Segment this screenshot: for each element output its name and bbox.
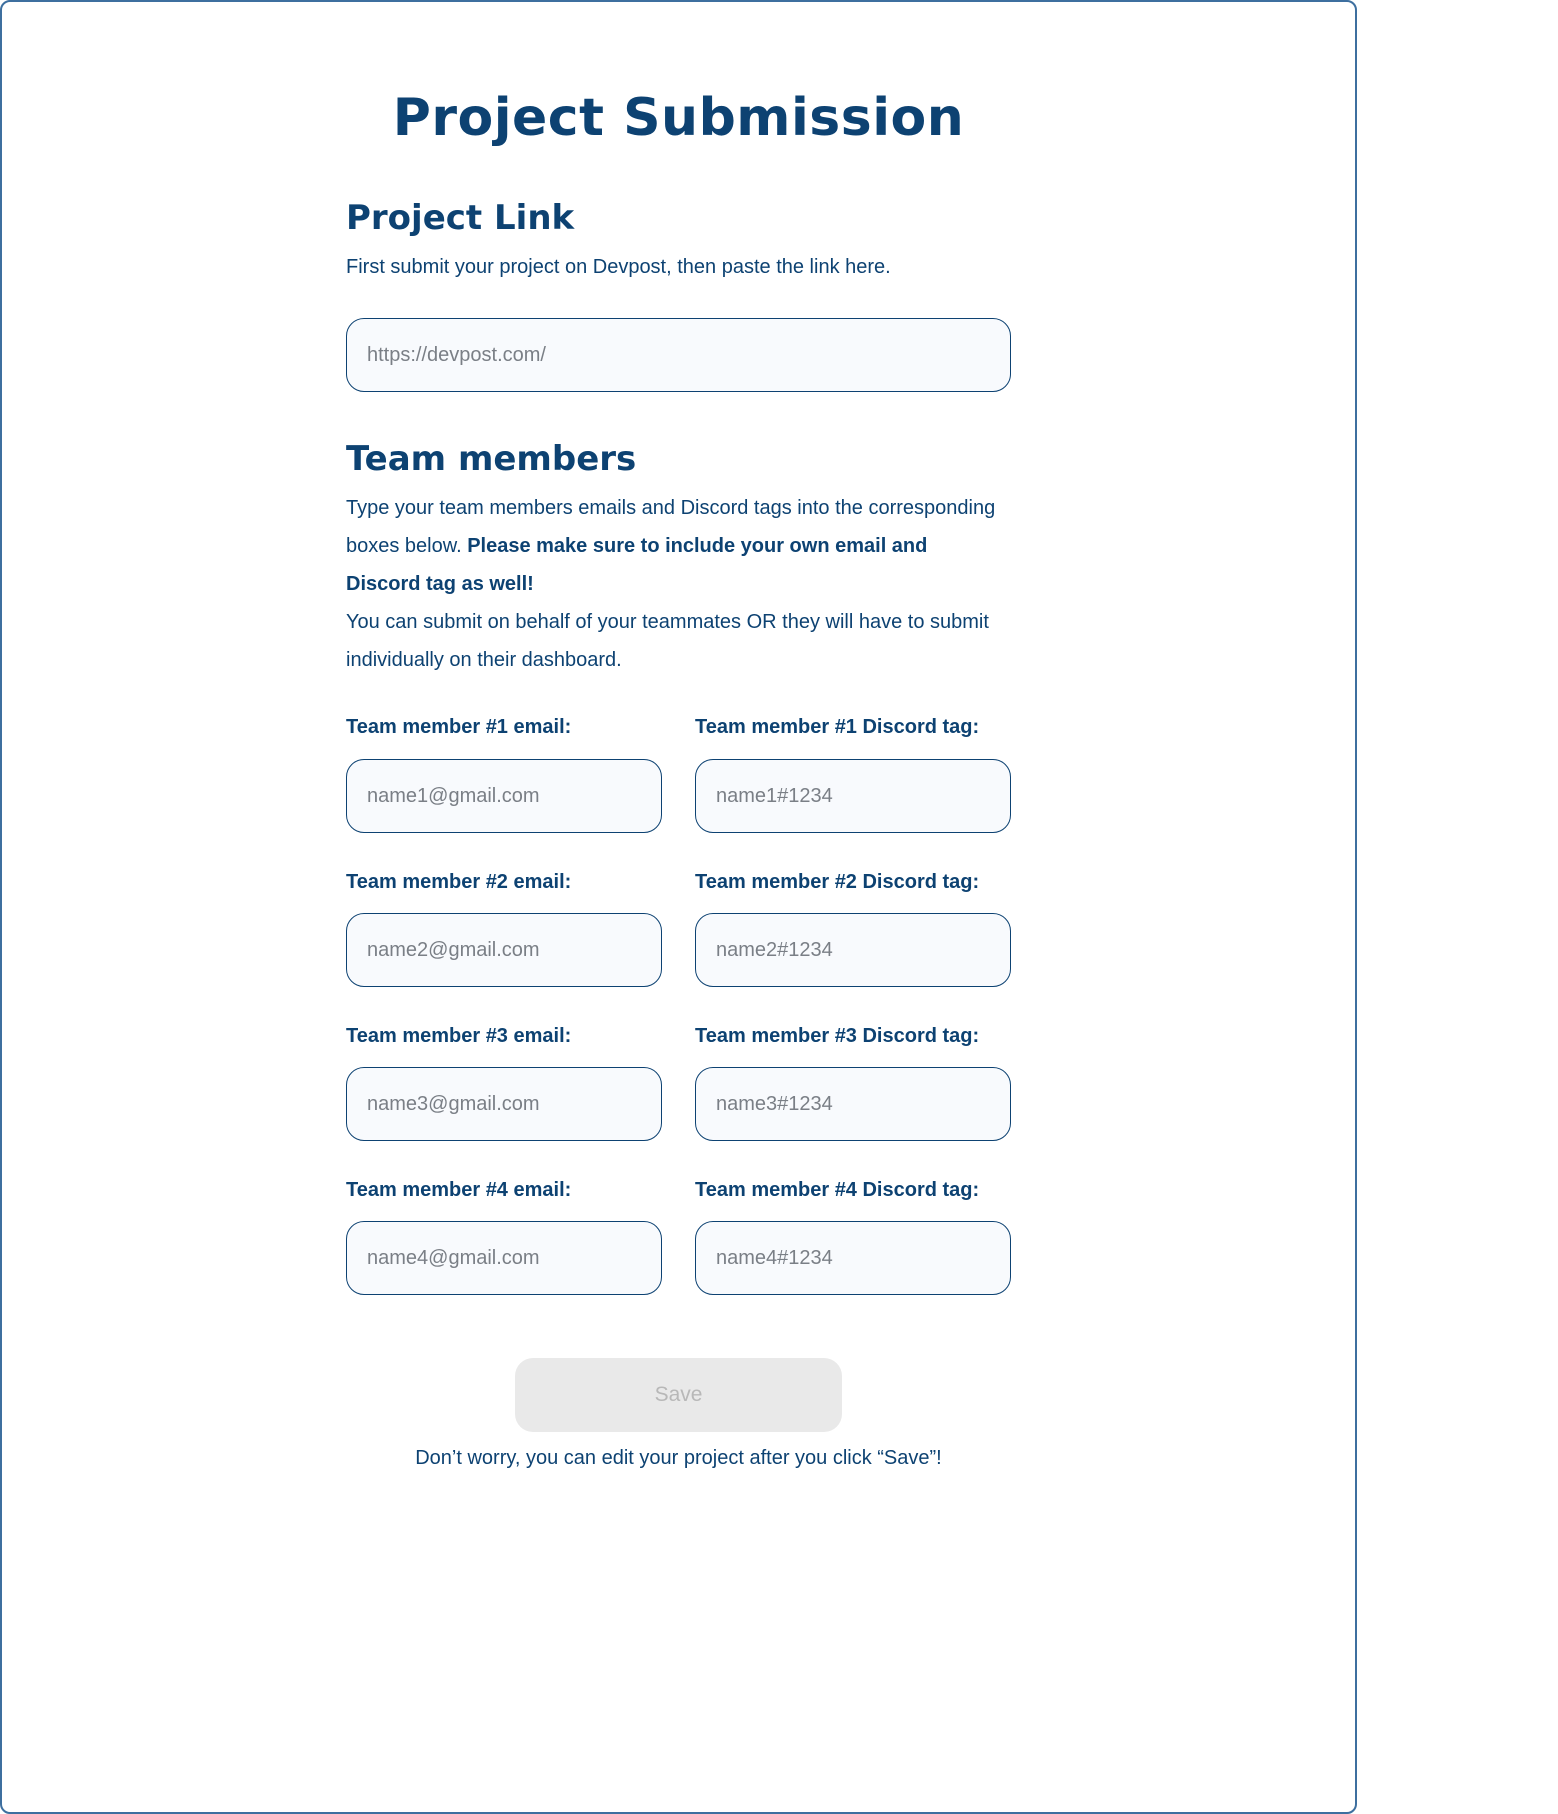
member-2-discord-input[interactable] — [695, 913, 1011, 987]
member-2-email-input[interactable] — [346, 913, 662, 987]
member-3-email-label: Team member #3 email: — [346, 1025, 572, 1047]
member-1-discord-label: Team member #1 Discord tag: — [695, 716, 980, 738]
member-4-email-input[interactable] — [346, 1221, 662, 1295]
member-4-discord-label: Team member #4 Discord tag: — [695, 1179, 980, 1201]
member-3-discord-label: Team member #3 Discord tag: — [695, 1025, 980, 1047]
member-1-email-label: Team member #1 email: — [346, 716, 572, 738]
project-link-input[interactable] — [346, 318, 1011, 392]
project-link-heading: Project Link — [346, 198, 575, 238]
save-note: Don’t worry, you can edit your project after you click “Save”! — [415, 1447, 942, 1469]
member-4-email-label: Team member #4 email: — [346, 1179, 572, 1201]
member-3-discord-input[interactable] — [695, 1067, 1011, 1141]
member-2-discord-label: Team member #2 Discord tag: — [695, 871, 980, 893]
member-4-discord-input[interactable] — [695, 1221, 1011, 1295]
team-description-note: You can submit on behalf of your teammates OR they will have to submit individually on their dashboard. — [346, 611, 989, 671]
team-members-description — [346, 489, 1006, 679]
page-title: Project Submission — [392, 88, 965, 148]
save-button[interactable]: Save — [515, 1358, 842, 1432]
team-description-emphasis: Please make sure to include your own email and Discord tag as well! — [346, 535, 928, 595]
team-members-heading: Team members — [346, 439, 637, 479]
team-description-text: Type your team members emails and Discord tags into the corresponding boxes below. — [346, 497, 996, 557]
project-link-description: First submit your project on Devpost, then paste the link here. — [346, 256, 891, 278]
member-1-discord-input[interactable] — [695, 759, 1011, 833]
member-3-email-input[interactable] — [346, 1067, 662, 1141]
member-2-email-label: Team member #2 email: — [346, 871, 572, 893]
member-1-email-input[interactable] — [346, 759, 662, 833]
